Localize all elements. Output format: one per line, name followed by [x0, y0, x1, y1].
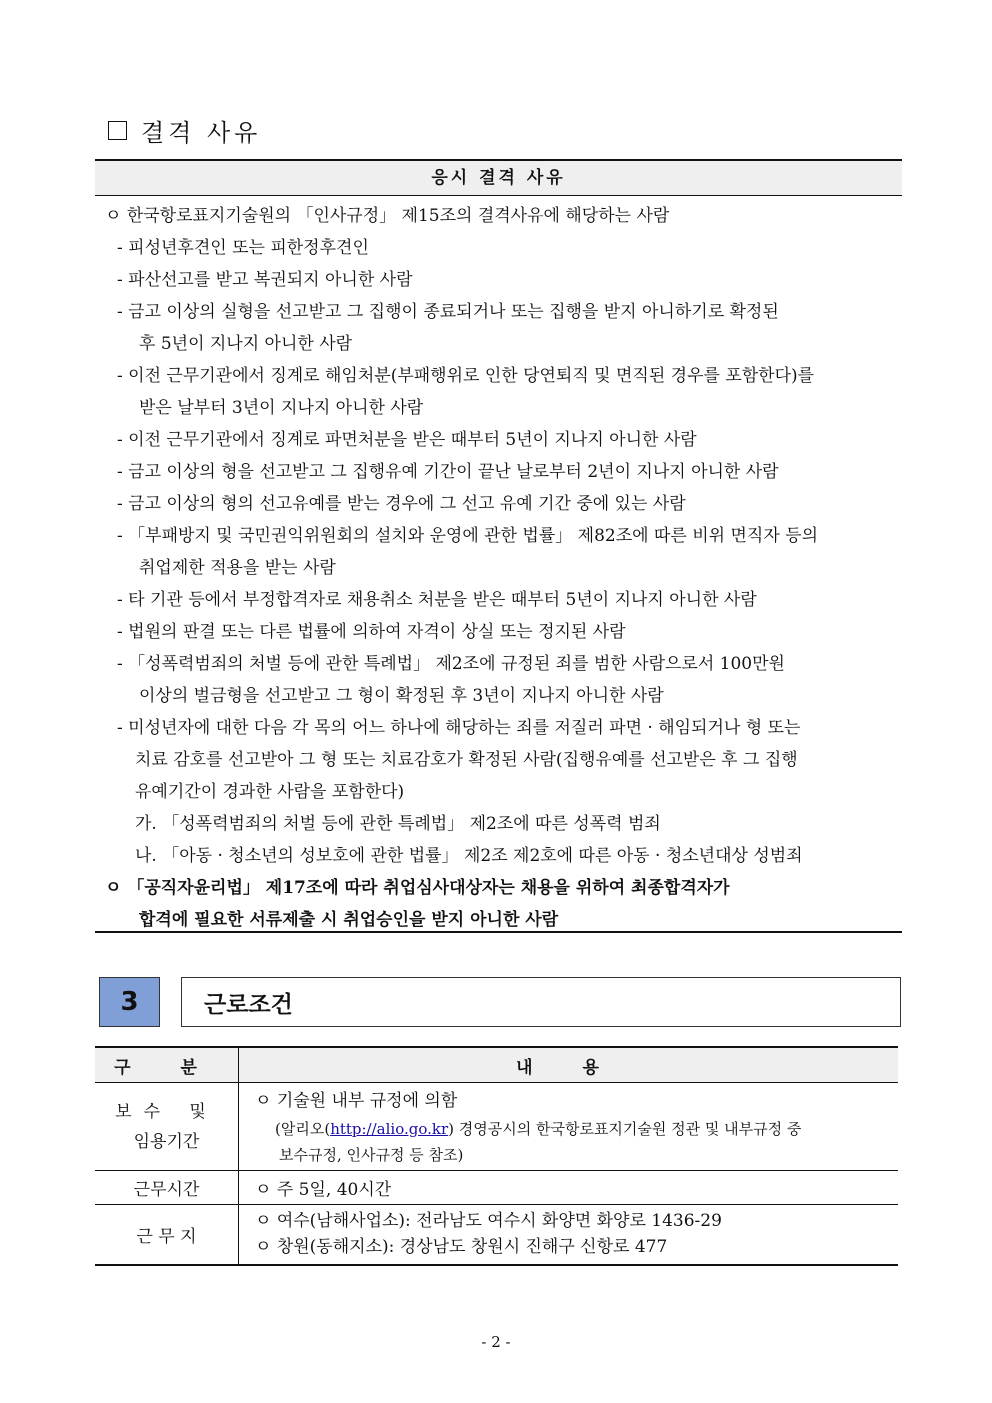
list-item: - 파산선고를 받고 복권되지 아니한 사람 — [117, 270, 413, 290]
column-header-content: 내 용 — [239, 1047, 899, 1083]
list-item: - 금고 이상의 실형을 선고받고 그 집행이 종료되거나 또는 집행을 받지 아니하기로 확정된 — [117, 302, 779, 322]
list-sub-item: 나. 「아동 · 청소년의 성보호에 관한 법률」 제2조 제2호에 따른 아동 · 청소년대상 성범죄 — [135, 846, 803, 866]
list-item: - 「성폭력범죄의 처벌 등에 관한 특례법」 제2조에 규정된 죄를 범한 사람으로서 100만원 — [117, 654, 785, 674]
disqualification-title: 응시 결격 사유 — [95, 161, 902, 196]
checkbox-square-icon — [108, 121, 127, 140]
list-item-continuation: 후 5년이 지나지 아니한 사람 — [139, 334, 353, 354]
section-title: 근로조건 — [181, 977, 901, 1027]
section-heading-text: 결격 사유 — [141, 118, 262, 147]
list-item: - 타 기관 등에서 부정합격자로 채용취소 처분을 받은 때부터 5년이 지나지 아니한 사람 — [117, 590, 757, 610]
row-content-location: ㅇ 여수(남해사업소): 전라남도 여수시 화양면 화양로 1436-29 ㅇ 창원(동해지소): 경상남도 창원시 진해구 신항로 477 — [239, 1205, 899, 1265]
conditions-table — [95, 1046, 898, 1266]
disqualification-box — [95, 159, 902, 933]
list-item: - 미성년자에 대한 다음 각 목의 어느 하나에 해당하는 죄를 저질러 파면 · 해임되거나 형 또는 — [117, 718, 801, 738]
list-item-continuation: 치료 감호를 선고받아 그 형 또는 치료감호가 확정된 사람(집행유예를 선고받은 후 그 집행 — [135, 750, 798, 770]
column-header-category: 구 분 — [95, 1047, 239, 1083]
section-number-badge: 3 — [99, 977, 160, 1027]
alio-link[interactable]: http://alio.go.kr — [330, 1119, 449, 1138]
row-content-pay: ㅇ 기술원 내부 규정에 의함 (알리오(http://alio.go.kr) 경영공시의 한국항로표지기술원 정관 및 내부규정 중 보수규정, 인사규정 등 참조) — [239, 1083, 899, 1171]
row-label-location: 근 무 지 — [95, 1205, 239, 1265]
table-row — [95, 1171, 898, 1205]
list-item: - 금고 이상의 형을 선고받고 그 집행유예 기간이 끝난 날로부터 2년이 지나지 아니한 사람 — [117, 462, 779, 482]
list-item: - 피성년후견인 또는 피한정후견인 — [117, 238, 369, 258]
row-content-hours: ㅇ 주 5일, 40시간 — [239, 1171, 899, 1205]
list-item: - 금고 이상의 형의 선고유예를 받는 경우에 그 선고 유예 기간 중에 있는 사람 — [117, 494, 686, 514]
list-sub-item: 가. 「성폭력범죄의 처벌 등에 관한 특례법」 제2조에 따른 성폭력 범죄 — [135, 814, 661, 834]
list-item-bold: ㅇ 「공직자윤리법」 제17조에 따라 취업심사대상자는 채용을 위하여 최종합격자가 — [105, 878, 730, 898]
list-item-continuation: 이상의 벌금형을 선고받고 그 형이 확정된 후 3년이 지나지 아니한 사람 — [139, 686, 664, 706]
list-item-continuation: 취업제한 적용을 받는 사람 — [139, 558, 336, 578]
disqualification-list — [95, 196, 902, 936]
section-heading — [108, 112, 261, 148]
list-item-continuation: 받은 날부터 3년이 지나지 아니한 사람 — [139, 398, 424, 418]
list-item: - 이전 근무기관에서 징계로 해임처분(부패행위로 인한 당연퇴직 및 면직된 경우를 포함한다)를 — [117, 366, 815, 386]
row-label-hours: 근무시간 — [95, 1171, 239, 1205]
list-item: - 이전 근무기관에서 징계로 파면처분을 받은 때부터 5년이 지나지 아니한 사람 — [117, 430, 697, 450]
list-item-bold-continuation: 합격에 필요한 서류제출 시 취업승인을 받지 아니한 사람 — [139, 910, 559, 930]
table-row — [95, 1083, 898, 1171]
list-item: ㅇ 한국항로표지기술원의 「인사규정」 제15조의 결격사유에 해당하는 사람 — [105, 206, 670, 226]
page-number: - 2 - — [481, 1333, 511, 1351]
list-item-continuation: 유예기간이 경과한 사람을 포함한다) — [135, 782, 405, 802]
table-header-row — [95, 1047, 898, 1083]
row-label-pay: 보수 및 임용기간 — [95, 1083, 239, 1171]
list-item: - 법원의 판결 또는 다른 법률에 의하여 자격이 상실 또는 정지된 사람 — [117, 622, 626, 642]
table-row — [95, 1205, 898, 1265]
list-item: - 「부패방지 및 국민권익위원회의 설치와 운영에 관한 법률」 제82조에 따른 비위 면직자 등의 — [117, 526, 818, 546]
